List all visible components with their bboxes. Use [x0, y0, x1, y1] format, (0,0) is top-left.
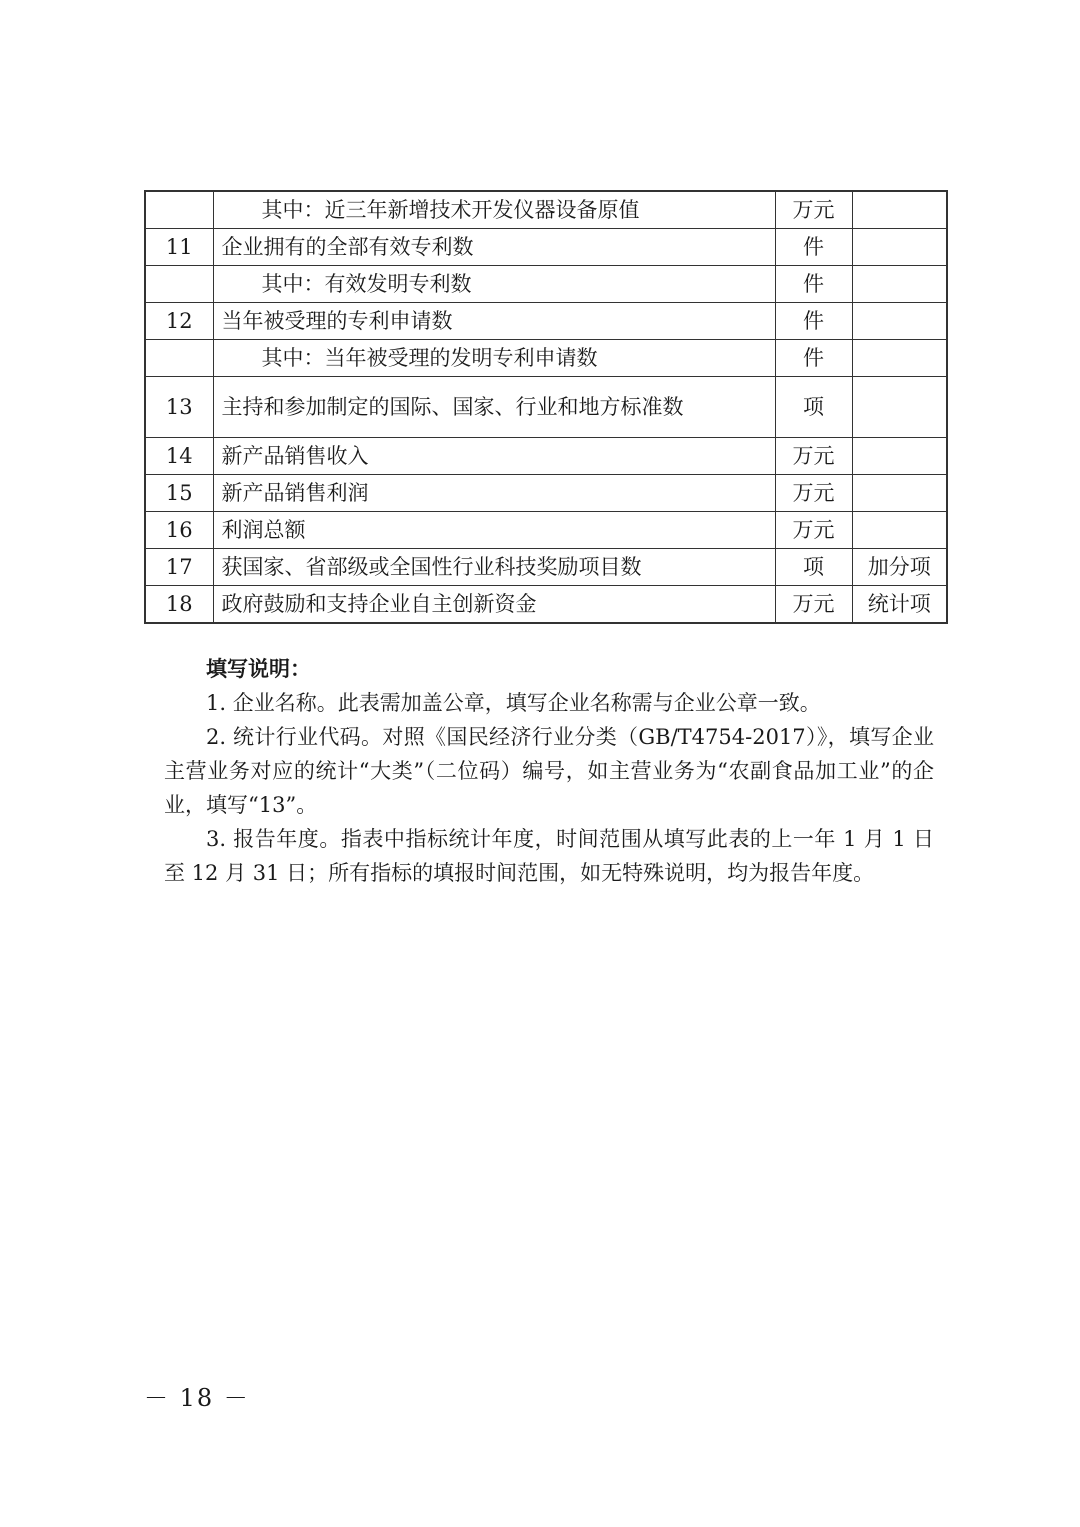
indicator-name: 企业拥有的全部有效专利数 [213, 229, 775, 266]
indicator-value-cell[interactable] [852, 475, 947, 512]
table-row [145, 266, 947, 303]
indicator-note: 加分项 [852, 549, 947, 586]
indicator-name: 其中：有效发明专利数 [213, 266, 775, 303]
indicator-name: 新产品销售利润 [213, 475, 775, 512]
table-row [145, 475, 947, 512]
row-number: 12 [145, 303, 213, 340]
table-row [145, 438, 947, 475]
indicator-name: 获国家、省部级或全国性行业科技奖励项目数 [213, 549, 775, 586]
instructions-title: 填写说明： [206, 656, 311, 681]
indicator-name: 其中：近三年新增技术开发仪器设备原值 [213, 191, 775, 229]
indicator-value-cell[interactable] [852, 512, 947, 549]
table-row [145, 229, 947, 266]
row-number: 18 [145, 586, 213, 624]
row-number [145, 191, 213, 229]
indicator-unit: 万元 [775, 191, 852, 229]
indicator-name: 当年被受理的专利申请数 [213, 303, 775, 340]
table-row [145, 303, 947, 340]
indicator-unit: 万元 [775, 438, 852, 475]
indicator-value-cell[interactable] [852, 377, 947, 438]
indicator-unit: 万元 [775, 475, 852, 512]
page-number: － 18 － [144, 1384, 250, 1412]
indicator-unit: 项 [775, 377, 852, 438]
indicator-value-cell[interactable] [852, 229, 947, 266]
indicator-name: 其中：当年被受理的发明专利申请数 [213, 340, 775, 377]
instruction-item: 2. 统计行业代码。对照《国民经济行业分类（GB/T4754-2017）》，填写企业主营业务对应的统计“大类”（二位码）编号，如主营业务为“农副食品加工业”的企业，填写“13”。 [164, 725, 934, 817]
indicator-table-body [145, 191, 947, 623]
row-number [145, 340, 213, 377]
row-number: 11 [145, 229, 213, 266]
row-number: 14 [145, 438, 213, 475]
row-number [145, 266, 213, 303]
table-row [145, 377, 947, 438]
indicator-value-cell[interactable] [852, 340, 947, 377]
indicator-unit: 万元 [775, 512, 852, 549]
indicator-unit: 万元 [775, 586, 852, 624]
indicator-name: 利润总额 [213, 512, 775, 549]
indicator-unit: 件 [775, 340, 852, 377]
instruction-item: 1. 企业名称。此表需加盖公章，填写企业名称需与企业公章一致。 [206, 691, 821, 715]
indicator-name: 新产品销售收入 [213, 438, 775, 475]
indicator-name: 政府鼓励和支持企业自主创新资金 [213, 586, 775, 624]
table-row [145, 191, 947, 229]
table-row [145, 512, 947, 549]
indicator-note: 统计项 [852, 586, 947, 624]
indicator-unit: 项 [775, 549, 852, 586]
filling-instructions [164, 652, 934, 890]
row-number: 17 [145, 549, 213, 586]
row-number: 15 [145, 475, 213, 512]
row-number: 13 [145, 377, 213, 438]
instruction-item: 3. 报告年度。指表中指标统计年度，时间范围从填写此表的上一年 1 月 1 日至 12 月 31 日；所有指标的填报时间范围，如无特殊说明，均为报告年度。 [164, 827, 934, 885]
indicator-unit: 件 [775, 229, 852, 266]
indicator-value-cell[interactable] [852, 438, 947, 475]
indicator-name: 主持和参加制定的国际、国家、行业和地方标准数 [213, 377, 775, 438]
table-row [145, 586, 947, 624]
row-number: 16 [145, 512, 213, 549]
indicator-value-cell[interactable] [852, 303, 947, 340]
indicator-unit: 件 [775, 303, 852, 340]
indicator-value-cell[interactable] [852, 266, 947, 303]
table-row [145, 340, 947, 377]
indicator-table [144, 190, 948, 624]
indicator-unit: 件 [775, 266, 852, 303]
indicator-value-cell[interactable] [852, 191, 947, 229]
table-row [145, 549, 947, 586]
